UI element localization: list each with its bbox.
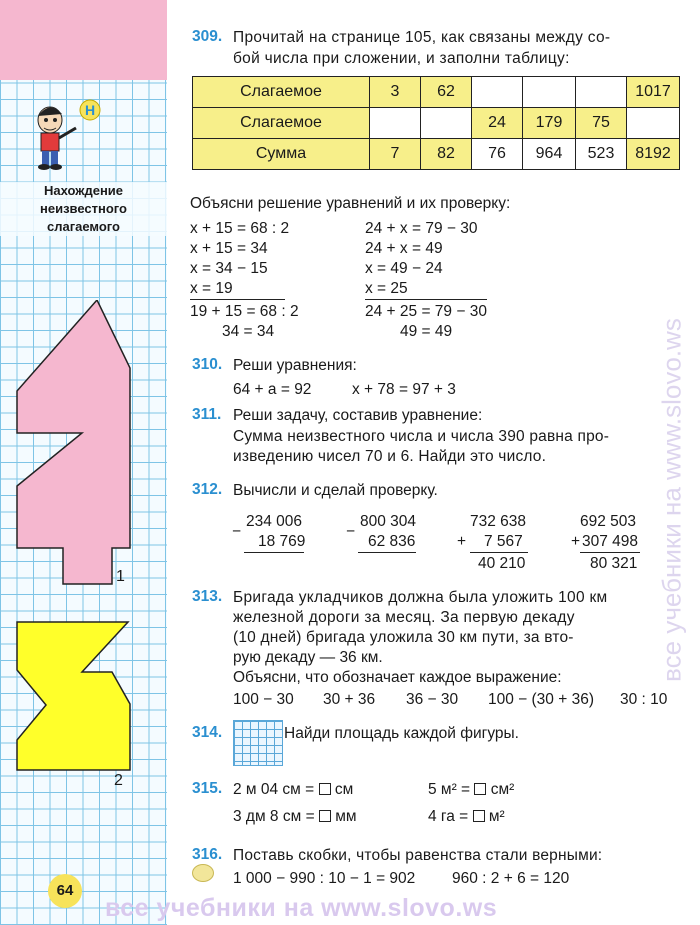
ex310-text: Реши уравнения: [233, 357, 357, 374]
page-number: 64 [48, 874, 82, 908]
table-row [193, 77, 680, 108]
table-row [193, 108, 680, 139]
ex312-text: Вычисли и сделай проверку. [233, 482, 438, 499]
table-cell: 75 [576, 108, 627, 139]
sum-line [580, 552, 640, 553]
ex309-explain: Объясни решение уравнений и их проверку: [190, 195, 511, 212]
expr-3: 36 − 30 [406, 691, 459, 708]
ex315-c-unit: мм [335, 808, 357, 825]
ex313-line4: рую декаду — 36 км. [233, 649, 383, 666]
ex313-line2: железной дороги за месяц. За первую декаду [233, 609, 575, 626]
ex311-line2: Сумма неизвестного числа и числа 390 равна про- [233, 428, 610, 445]
col2-a: 800 304 [360, 513, 417, 530]
ex316-eq1: 1 000 − 990 : 10 − 1 = 902 [233, 870, 416, 887]
badge-letter: Н [84, 102, 96, 118]
col3-op: + [457, 533, 467, 550]
eq-left-6: 34 = 34 [222, 323, 275, 340]
expr-4: 100 − (30 + 36) [488, 691, 594, 708]
table-cell [421, 108, 472, 139]
table-row [193, 139, 680, 170]
sum-line [358, 552, 416, 553]
ex316-text: Поставь скобки, чтобы равенства стали верными: [233, 847, 603, 864]
table-cell: 7 [370, 139, 421, 170]
exercise-316-number: 316. [192, 846, 223, 863]
ex310-eq1: 64 + a = 92 [233, 381, 312, 398]
expr-2: 30 + 36 [323, 691, 376, 708]
sum-table [192, 76, 680, 170]
ex315-d-unit: м² [488, 808, 505, 825]
topic-line-1: Нахождение [43, 183, 124, 198]
eq-left-5: 19 + 15 = 68 : 2 [190, 303, 299, 320]
ex315-c-left: 3 дм 8 см = [233, 808, 315, 825]
eq-right-5: 24 + 25 = 79 − 30 [365, 303, 487, 320]
col4-r: 80 321 [590, 555, 638, 572]
ex309-line1: Прочитай на странице 105, как связаны между со- [233, 29, 611, 46]
col4-a: 692 503 [580, 513, 637, 530]
answer-box[interactable] [474, 783, 486, 795]
table-cell [370, 108, 421, 139]
table-row-head: Слагаемое [193, 77, 370, 108]
table-row-head: Слагаемое [193, 108, 370, 139]
col2-b: 62 836 [368, 533, 416, 550]
ex315-b-left: 5 м² = [428, 781, 471, 798]
ex315-d [428, 807, 505, 827]
coin-icon [192, 864, 214, 882]
col3-a: 732 638 [470, 513, 527, 530]
eq-left-2: x + 15 = 34 [190, 240, 268, 257]
ex311-line3: изведению чисел 70 и 6. Найди это число. [233, 448, 547, 465]
ex315-a [233, 780, 353, 800]
exercise-313-number: 313. [192, 588, 223, 605]
table-cell: 3 [370, 77, 421, 108]
table-cell: 82 [421, 139, 472, 170]
table-cell: 62 [421, 77, 472, 108]
ex315-b-unit: см² [490, 781, 515, 798]
table-cell: 1017 [627, 77, 680, 108]
exercise-311-number: 311. [192, 406, 222, 423]
yellow-figure [0, 600, 167, 780]
col1-op: − [232, 523, 242, 540]
sum-line [244, 552, 304, 553]
col4-op: + [571, 533, 581, 550]
ex316-eq2: 960 : 2 + 6 = 120 [452, 870, 570, 887]
table-cell: 8192 [627, 139, 680, 170]
figure-2-label: 2 [114, 772, 123, 789]
table-cell: 24 [472, 108, 523, 139]
table-cell [627, 108, 680, 139]
pink-figure [0, 300, 167, 590]
topic-line-2: неизвестного [40, 201, 127, 216]
eq-left-1: x + 15 = 68 : 2 [190, 220, 290, 237]
watermark-vertical: все учебники на www.slovo.ws [656, 318, 687, 682]
col3-b: 7 567 [484, 533, 523, 550]
topic-line-3: слагаемого [47, 219, 120, 234]
col2-op: − [346, 523, 356, 540]
grid-square-icon [233, 720, 283, 766]
ex309-line2: бой числа при сложении, и заполни таблицу: [233, 50, 570, 67]
exercise-312-number: 312. [192, 481, 223, 498]
eq-right-4: x = 25 [365, 280, 408, 297]
eq-left-4: x = 19 [190, 280, 233, 297]
col4-b: 307 498 [582, 533, 639, 550]
table-cell: 179 [523, 108, 576, 139]
exercise-314-number: 314. [192, 724, 223, 741]
table-cell: 964 [523, 139, 576, 170]
ex315-a-left: 2 м 04 см = [233, 781, 315, 798]
expr-5: 30 : 10 [620, 691, 668, 708]
ex313-line5: Объясни, что обозначает каждое выражение: [233, 669, 562, 686]
col1-b: 18 769 [258, 533, 306, 550]
pink-header-bar [0, 0, 167, 80]
ex313-line3: (10 дней) бригада уложила 30 км пути, за вто- [233, 629, 574, 646]
eq-right-1: 24 + x = 79 − 30 [365, 220, 478, 237]
ex315-d-left: 4 га = [428, 808, 469, 825]
table-cell [576, 77, 627, 108]
answer-box[interactable] [319, 783, 331, 795]
divider-line [365, 299, 487, 300]
table-row-head: Сумма [193, 139, 370, 170]
table-cell [472, 77, 523, 108]
eq-right-2: 24 + x = 49 [365, 240, 443, 257]
exercise-315-number: 315. [192, 780, 223, 797]
eq-left-3: x = 34 − 15 [190, 260, 268, 277]
answer-box[interactable] [473, 810, 485, 822]
answer-box[interactable] [319, 810, 331, 822]
ex310-eq2: x + 78 = 97 + 3 [352, 381, 456, 398]
ex315-c [233, 807, 357, 827]
topic-title [0, 182, 167, 236]
figure-1-label: 1 [116, 568, 125, 585]
table-cell: 523 [576, 139, 627, 170]
exercise-309-number: 309. [192, 28, 223, 45]
eq-right-6: 49 = 49 [400, 323, 453, 340]
eq-right-3: x = 49 − 24 [365, 260, 443, 277]
ex315-a-unit: см [334, 781, 354, 798]
table-cell [523, 77, 576, 108]
ex313-line1: Бригада укладчиков должна была уложить 100 км [233, 589, 608, 606]
divider-line [190, 299, 285, 300]
col3-r: 40 210 [478, 555, 526, 572]
sum-line [470, 552, 528, 553]
ex314-text: Найди площадь каждой фигуры. [284, 725, 519, 742]
ex311-line1: Реши задачу, составив уравнение: [233, 407, 483, 424]
exercise-310-number: 310. [192, 356, 223, 373]
col1-a: 234 006 [246, 513, 303, 530]
table-cell: 76 [472, 139, 523, 170]
ex315-b [428, 780, 514, 800]
watermark: все учебники на www.slovo.ws [105, 894, 498, 922]
expr-1: 100 − 30 [233, 691, 294, 708]
mascot-icon [28, 98, 108, 173]
